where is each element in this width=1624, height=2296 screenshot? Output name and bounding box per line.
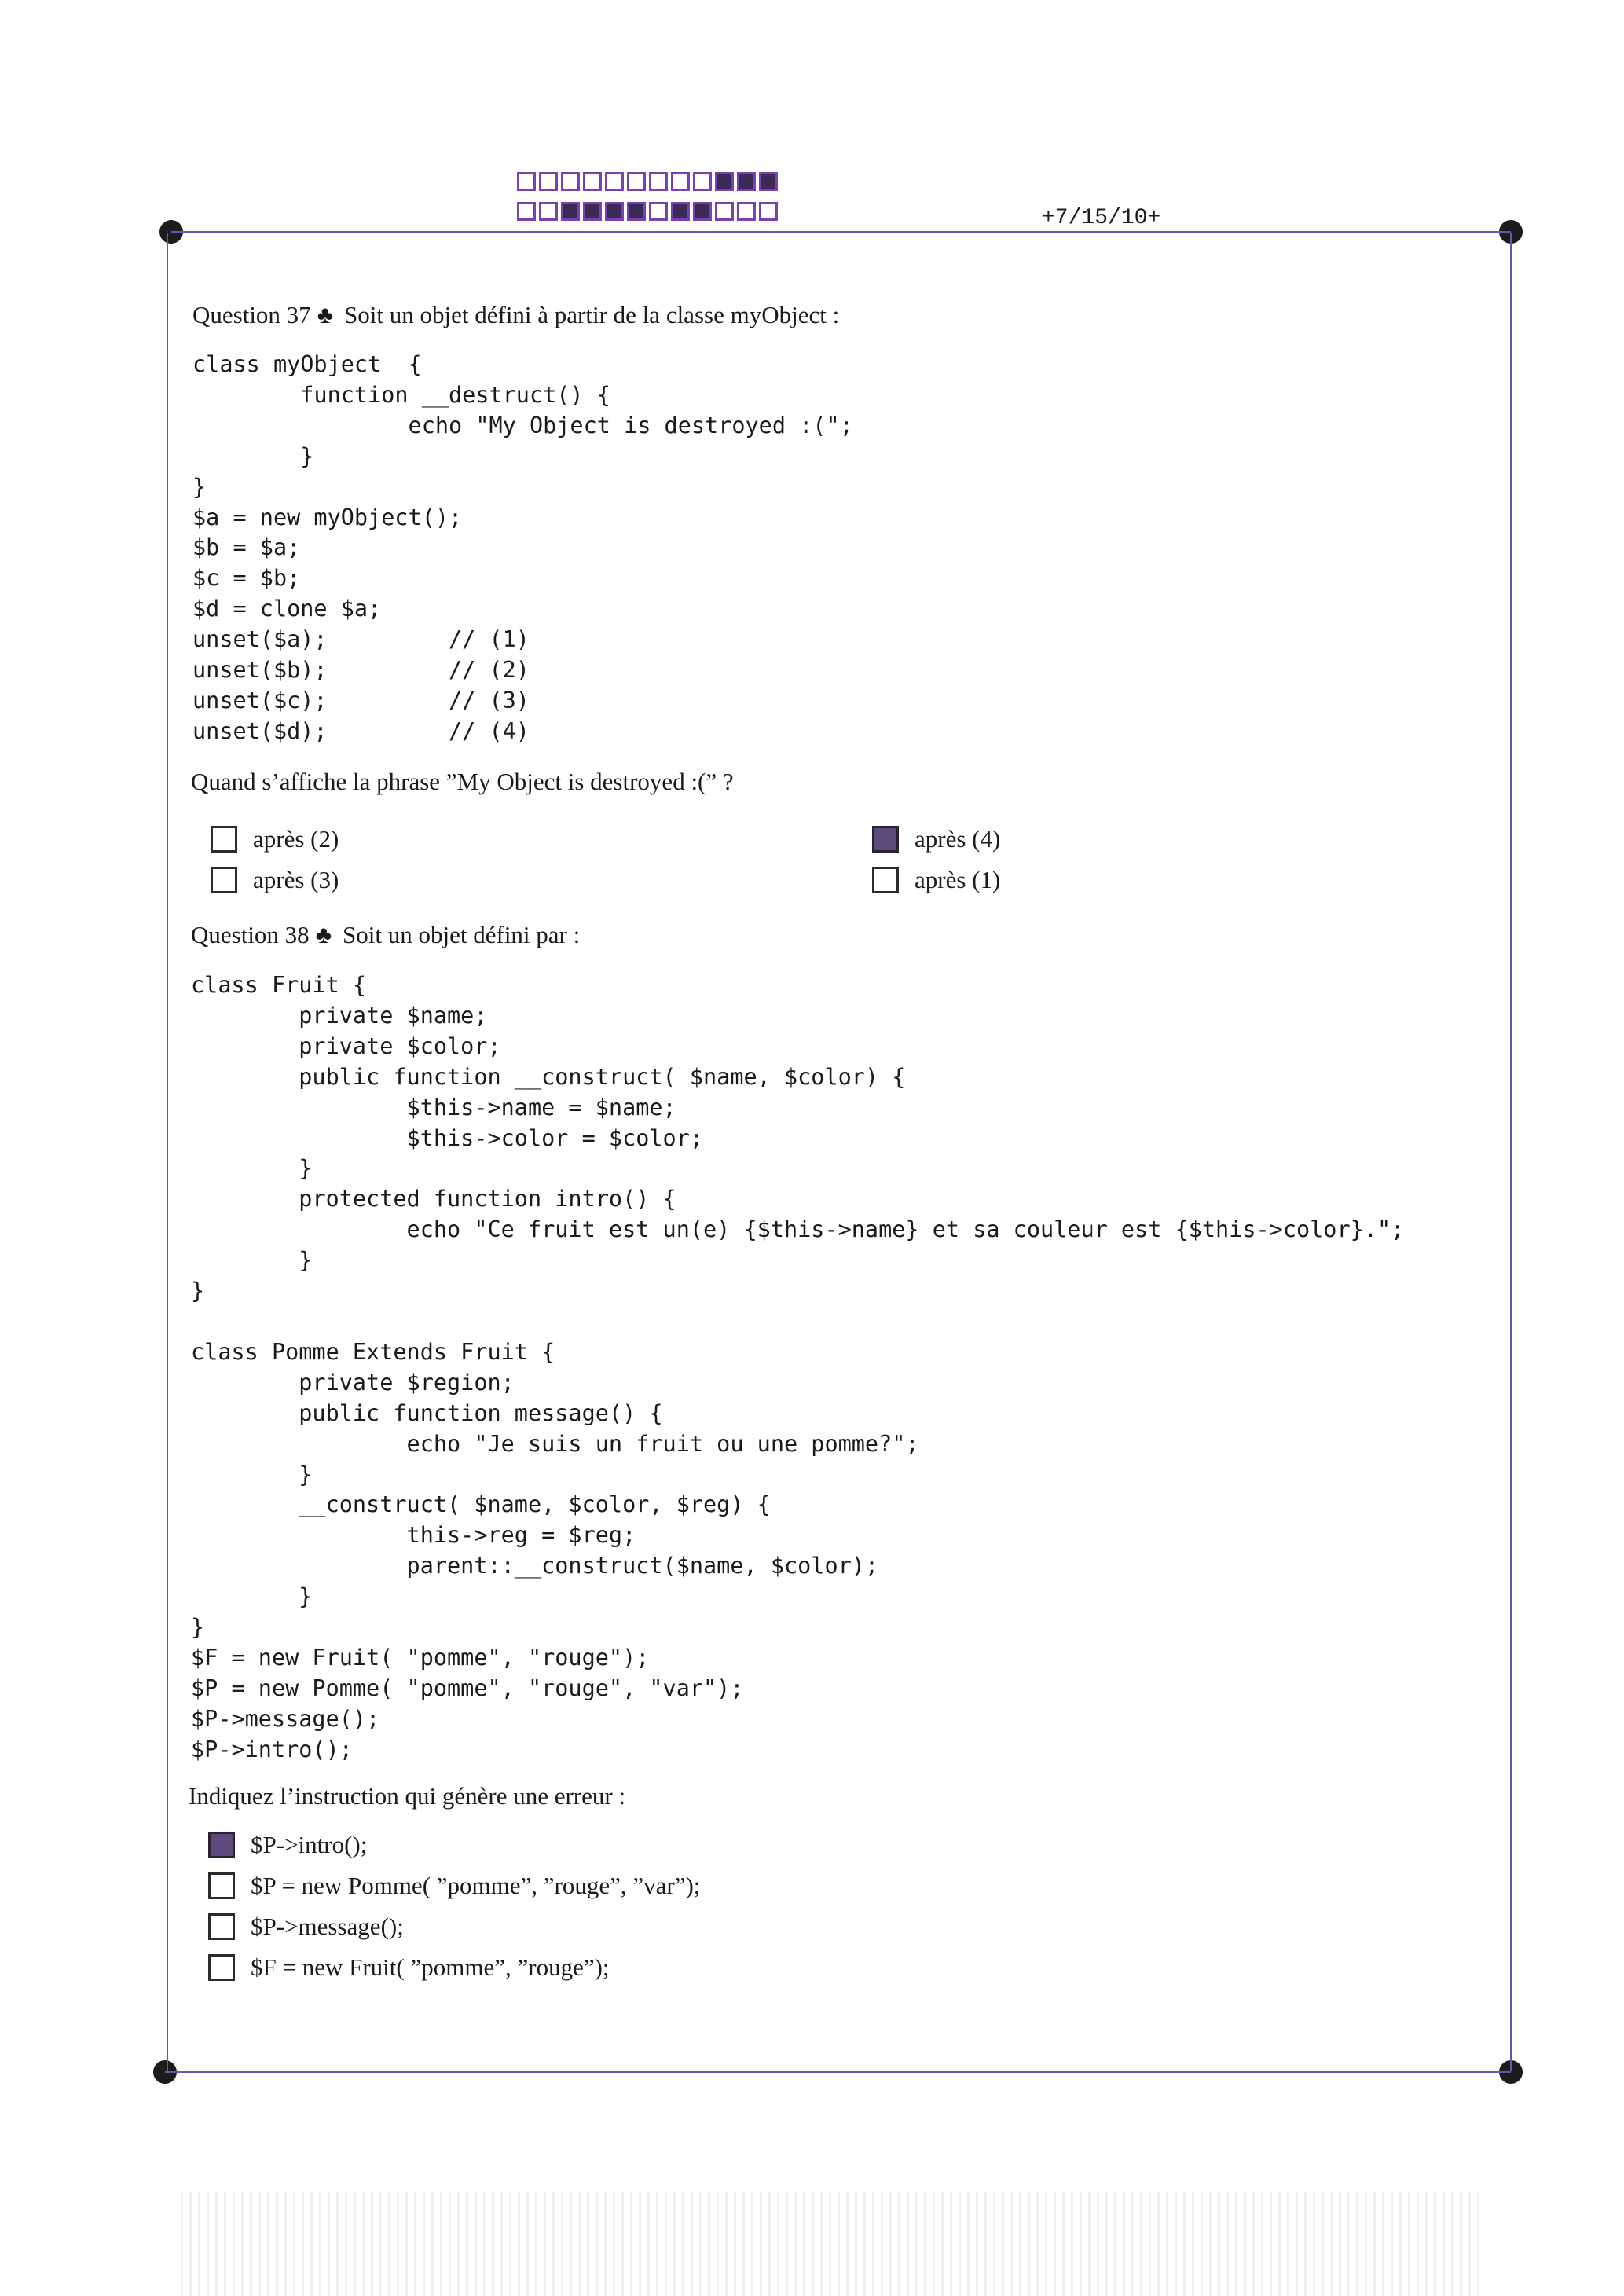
answer-label: $F = new Fruit( ”pomme”, ”rouge”); [251, 1953, 610, 1981]
checkbox[interactable] [208, 1913, 235, 1940]
answer-37-d[interactable] [872, 866, 1000, 894]
barcode-cell [605, 172, 624, 191]
barcode-cell [561, 202, 580, 221]
barcode-cell [737, 202, 756, 221]
question-37-header [192, 301, 839, 329]
barcode-cell [517, 202, 536, 221]
checkbox-checked[interactable] [208, 1832, 235, 1858]
barcode-cell [759, 202, 778, 221]
answer-38-b[interactable] [208, 1872, 700, 1900]
checkbox[interactable] [872, 867, 899, 893]
question-37-label: Question 37 [192, 301, 311, 328]
answer-label: après (2) [253, 825, 339, 853]
barcode-cell [671, 172, 690, 191]
barcode-cell [715, 202, 734, 221]
checkbox[interactable] [208, 1872, 235, 1899]
barcode-cell [627, 172, 646, 191]
answer-38-c[interactable] [208, 1913, 404, 1941]
question-37-prompt: Quand s’affiche la phrase ”My Object is destroyed :(” ? [191, 768, 734, 795]
barcode-cell [671, 202, 690, 221]
checkbox[interactable] [211, 867, 237, 893]
answer-label: après (3) [253, 866, 339, 893]
question-38-prompt: Indiquez l’instruction qui génère une erreur : [189, 1782, 626, 1810]
scan-artifact-band [181, 2192, 1485, 2296]
barcode-cell [517, 172, 536, 191]
frame-right [1510, 233, 1512, 2071]
barcode-cell [583, 172, 602, 191]
barcode-cell [649, 172, 668, 191]
answer-label: $P->message(); [251, 1913, 404, 1940]
answer-37-c[interactable] [872, 825, 1000, 853]
barcode-row-1 [517, 172, 778, 191]
question-37-code: class myObject { function __destruct() { echo "My Object is destroyed :("; } } $a = new myObject(); $b = $a; $c = $b; $d = clone $a; unset($a); // (1) unset($b); // (2) unset($c); // (3) unset($d); // (4) [192, 351, 853, 744]
barcode-cell [583, 202, 602, 221]
barcode-cell [605, 202, 624, 221]
answer-38-d[interactable] [208, 1953, 610, 1982]
barcode-cell [693, 172, 712, 191]
question-38-code: class Fruit { private $name; private $color; public function __construct( $name, $color) { $this->name = $name; $this->color = $color; } protected function intro() { echo "Ce fruit est un(e) {$this->name} et sa couleur est {$this->color}."; } } class Pomme Extends Fruit { private $region; public function message() { echo "Je suis un fruit ou une pomme?"; } __construct( $name, $color, $reg) { this->reg = $reg; parent::__construct($name, $color); } } $F = new Fruit( "pomme", "rouge"); $P = new Pomme( "pomme", "rouge", "var"); $P->message(); $P->intro(); [191, 972, 1405, 1762]
frame-bottom [165, 2071, 1511, 2073]
question-38-intro: Soit un objet défini par : [343, 921, 581, 948]
barcode-row-2 [517, 202, 778, 221]
barcode-cell [693, 202, 712, 221]
barcode-cell [561, 172, 580, 191]
barcode-cell [759, 172, 778, 191]
question-37-intro: Soit un objet défini à partir de la classe myObject : [344, 301, 840, 328]
barcode-cell [539, 202, 558, 221]
frame-left [167, 233, 168, 2071]
barcode-cell [737, 172, 756, 191]
barcode-cell [649, 202, 668, 221]
answer-label: après (4) [915, 825, 1001, 853]
question-38-label: Question 38 [191, 921, 310, 948]
barcode-cell [715, 172, 734, 191]
question-38-header [191, 921, 580, 949]
checkbox[interactable] [211, 826, 237, 853]
answer-label: $P->intro(); [251, 1831, 368, 1858]
barcode-cell [539, 172, 558, 191]
answer-label: $P = new Pomme( ”pomme”, ”rouge”, ”var”); [251, 1872, 701, 1899]
frame-top [171, 231, 1511, 233]
answer-38-a[interactable] [208, 1831, 367, 1859]
checkbox-checked[interactable] [872, 826, 899, 853]
page-id: +7/15/10+ [1042, 206, 1161, 230]
answer-37-b[interactable] [211, 866, 339, 894]
club-icon: ♣ [317, 301, 334, 328]
club-icon: ♣ [315, 921, 332, 948]
answer-37-a[interactable] [211, 825, 339, 853]
answer-label: après (1) [915, 866, 1001, 893]
checkbox[interactable] [208, 1954, 235, 1981]
barcode-cell [627, 202, 646, 221]
